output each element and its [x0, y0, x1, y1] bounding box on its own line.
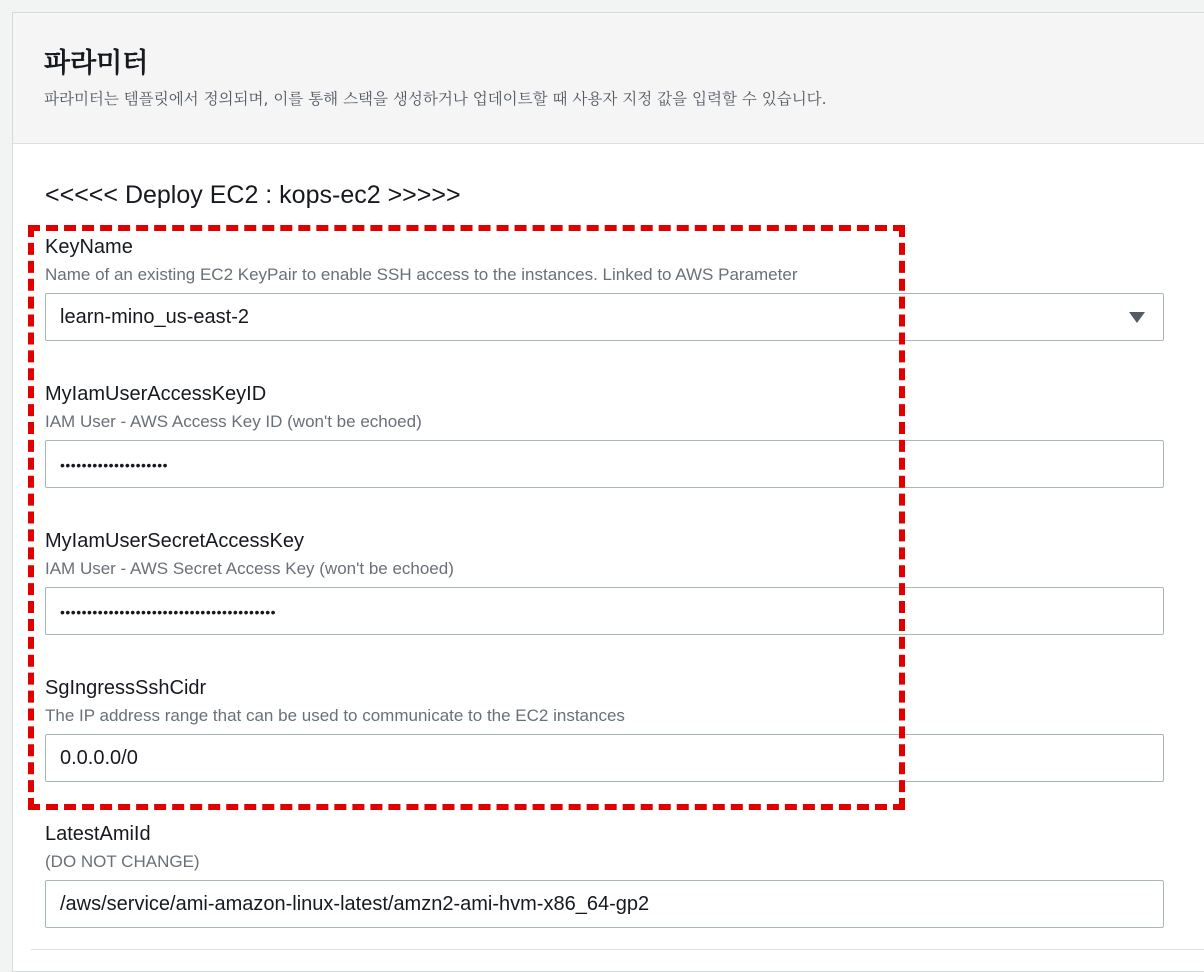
secret-access-key-masked-value: •••••••••••••••••••••••••••••••••••••••• — [60, 604, 277, 620]
secret-access-key-label: MyIamUserSecretAccessKey — [45, 530, 304, 552]
parameter-group-title: <<<<< Deploy EC2 : kops-ec2 >>>>> — [45, 181, 461, 209]
secret-access-key-description: IAM User - AWS Secret Access Key (won't be echoed) — [45, 559, 454, 578]
field-sg-ingress-ssh-cidr — [45, 676, 1164, 782]
panel-description: 파라미터는 템플릿에서 정의되며, 이를 통해 스택을 생성하거나 업데이트할 때 사용자 지정 값을 입력할 수 있습니다. — [44, 90, 827, 108]
access-key-id-input[interactable] — [45, 440, 1164, 488]
key-name-selected-value: learn-mino_us-east-2 — [60, 306, 249, 328]
latest-ami-id-description: (DO NOT CHANGE) — [45, 852, 200, 871]
latest-ami-id-value: /aws/service/ami-amazon-linux-latest/amzn2-ami-hvm-x86_64-gp2 — [60, 893, 650, 915]
sg-ingress-ssh-cidr-label: SgIngressSshCidr — [45, 677, 207, 699]
access-key-id-label: MyIamUserAccessKeyID — [45, 383, 267, 405]
field-secret-access-key — [45, 529, 1164, 635]
caret-down-icon[interactable] — [1129, 312, 1145, 323]
access-key-id-masked-value: •••••••••••••••••••• — [60, 457, 169, 473]
sg-ingress-ssh-cidr-value: 0.0.0.0/0 — [60, 747, 138, 769]
bottom-divider — [31, 949, 1204, 950]
sg-ingress-ssh-cidr-description: The IP address range that can be used to communicate to the EC2 instances — [45, 706, 625, 725]
panel-header — [13, 13, 1204, 144]
latest-ami-id-input[interactable] — [45, 880, 1164, 928]
key-name-description: Name of an existing EC2 KeyPair to enable SSH access to the instances. Linked to AWS Parameter — [45, 265, 798, 284]
field-access-key-id — [45, 382, 1164, 488]
latest-ami-id-label: LatestAmiId — [45, 823, 151, 845]
field-latest-ami-id — [45, 822, 1164, 928]
secret-access-key-input[interactable] — [45, 587, 1164, 635]
access-key-id-description: IAM User - AWS Access Key ID (won't be echoed) — [45, 412, 422, 431]
key-name-label: KeyName — [45, 236, 133, 258]
sg-ingress-ssh-cidr-input[interactable] — [45, 734, 1164, 782]
field-key-name — [45, 235, 1164, 341]
parameters-panel — [12, 12, 1204, 972]
panel-title: 파라미터 — [44, 48, 149, 79]
key-name-select[interactable] — [45, 293, 1164, 341]
